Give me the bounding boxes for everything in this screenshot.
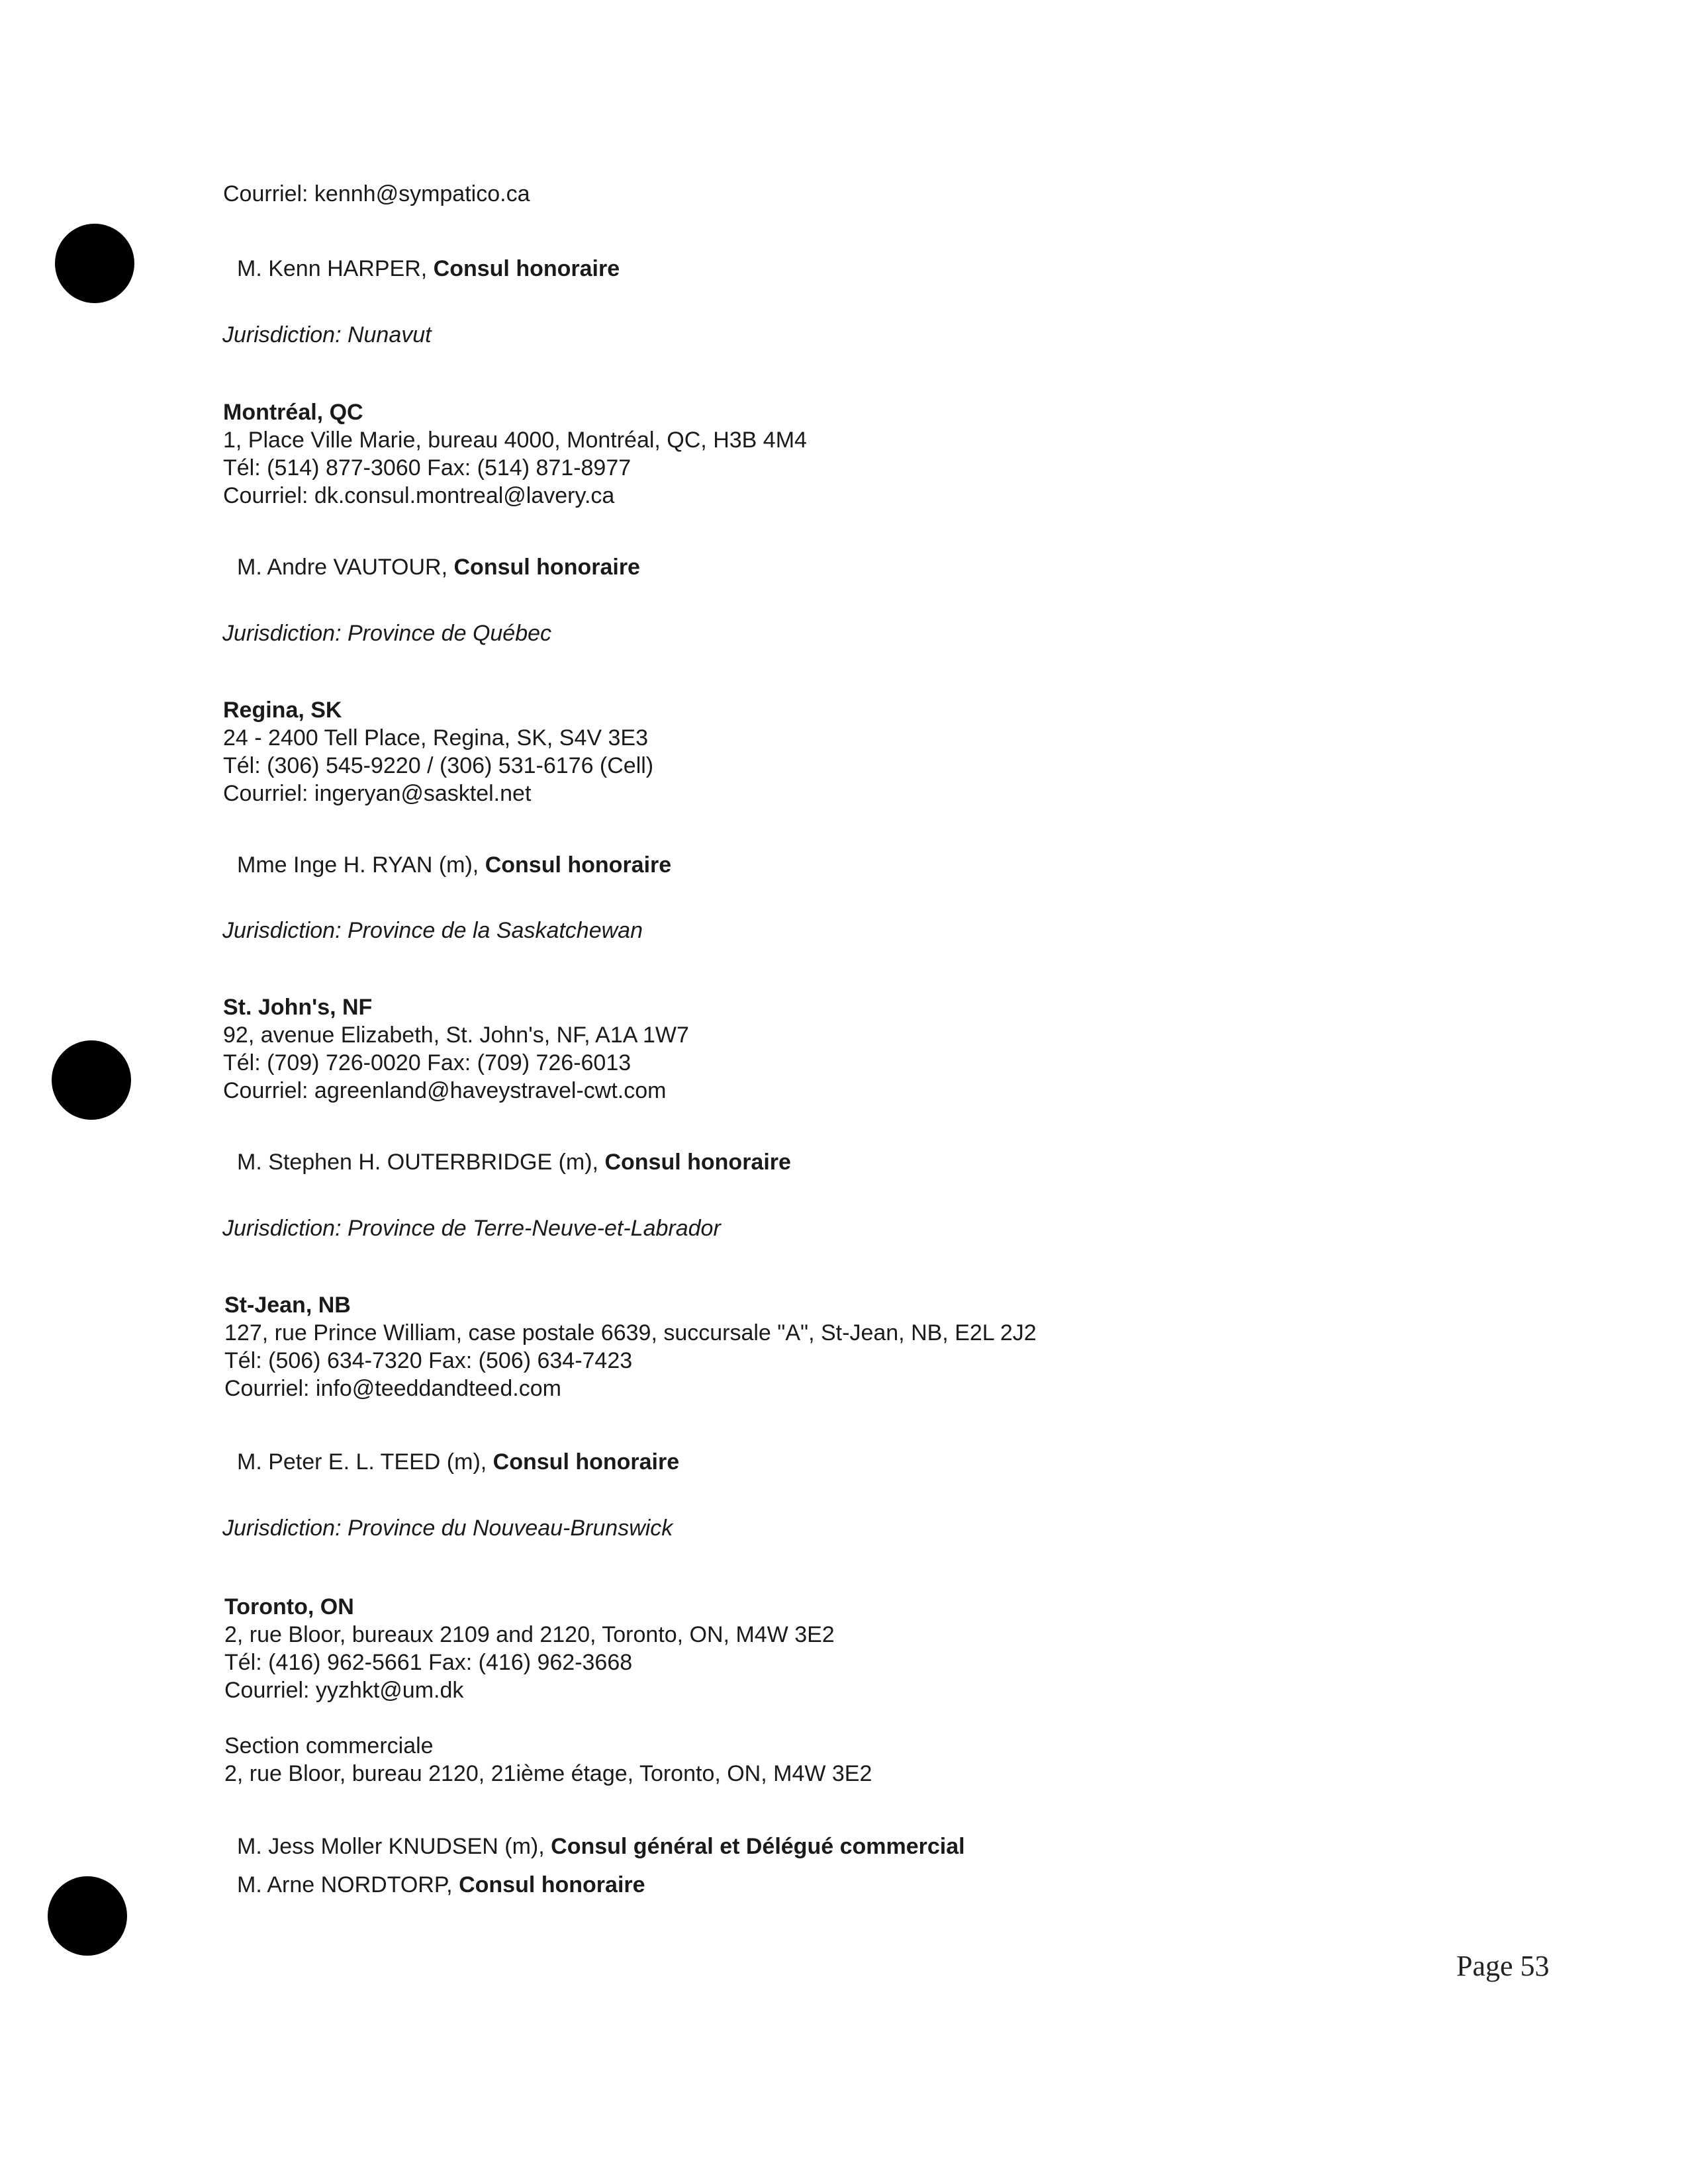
officer-name: M. Jess Moller KNUDSEN (m), — [237, 1834, 551, 1859]
address-line: 1, Place Ville Marie, bureau 4000, Montréal, QC, H3B 4M4 — [223, 428, 807, 453]
city-heading: St-Jean, NB — [224, 1293, 351, 1318]
punch-hole — [55, 224, 134, 303]
jurisdiction-line: Jurisdiction: Province de Québec — [222, 621, 552, 646]
email-line: Courriel: dk.consul.montreal@lavery.ca — [223, 483, 615, 508]
email-line: Courriel: info@teeddandteed.com — [224, 1376, 561, 1401]
officer-title: Consul honoraire — [492, 1449, 680, 1475]
phone-line: Tél: (306) 545-9220 / (306) 531-6176 (Cell) — [223, 753, 654, 778]
city-heading: Montréal, QC — [223, 400, 363, 425]
jurisdiction-line: Jurisdiction: Province de la Saskatchewan — [222, 918, 643, 943]
officer-name: M. Andre VAUTOUR, — [237, 555, 454, 580]
phone-line: Tél: (506) 634-7320 Fax: (506) 634-7423 — [224, 1348, 633, 1373]
officer-title: Consul honoraire — [485, 852, 672, 878]
address-line: 92, avenue Elizabeth, St. John's, NF, A1A 1W7 — [223, 1023, 689, 1048]
officer-line — [237, 1148, 791, 1176]
phone-line: Tél: (514) 877-3060 Fax: (514) 871-8977 — [223, 455, 632, 480]
officer-line — [237, 553, 640, 581]
officer-title: Consul général et Délégué commercial — [551, 1834, 965, 1859]
officer-title: Consul honoraire — [459, 1872, 645, 1897]
officer-name: M. Stephen H. OUTERBRIDGE (m), — [237, 1150, 605, 1175]
address-line: 2, rue Bloor, bureaux 2109 and 2120, Toronto, ON, M4W 3E2 — [224, 1622, 835, 1647]
section-title: Section commerciale — [224, 1733, 434, 1758]
jurisdiction-line: Jurisdiction: Province de Terre-Neuve-et-Labrador — [222, 1216, 721, 1241]
officer-line — [237, 1448, 679, 1476]
email-line: Courriel: ingeryan@sasktel.net — [223, 781, 532, 806]
jurisdiction-line: Jurisdiction: Nunavut — [222, 322, 432, 347]
phone-line: Tél: (709) 726-0020 Fax: (709) 726-6013 — [223, 1050, 632, 1075]
officer-title: Consul honoraire — [433, 256, 620, 281]
phone-line: Tél: (416) 962-5661 Fax: (416) 962-3668 — [224, 1650, 633, 1675]
officer-title: Consul honoraire — [453, 555, 640, 580]
email-line: Courriel: kennh@sympatico.ca — [223, 181, 530, 206]
officer-line — [237, 1871, 645, 1899]
city-heading: Regina, SK — [223, 698, 342, 723]
punch-hole — [48, 1876, 127, 1956]
officer-name: M. Kenn HARPER, — [237, 256, 434, 281]
punch-hole — [52, 1040, 131, 1120]
section-address: 2, rue Bloor, bureau 2120, 21ième étage, Toronto, ON, M4W 3E2 — [224, 1761, 872, 1786]
officer-line — [237, 851, 671, 879]
address-line: 24 - 2400 Tell Place, Regina, SK, S4V 3E3 — [223, 725, 648, 751]
address-line: 127, rue Prince William, case postale 6639, succursale "A", St-Jean, NB, E2L 2J2 — [224, 1320, 1037, 1345]
jurisdiction-line: Jurisdiction: Province du Nouveau-Brunswick — [222, 1516, 673, 1541]
officer-title: Consul honoraire — [604, 1150, 791, 1175]
city-heading: Toronto, ON — [224, 1594, 354, 1619]
officer-name: Mme Inge H. RYAN (m), — [237, 852, 485, 878]
city-heading: St. John's, NF — [223, 995, 373, 1020]
email-line: Courriel: agreenland@haveystravel-cwt.com — [223, 1078, 667, 1103]
officer-name: M. Arne NORDTORP, — [237, 1872, 459, 1897]
email-line: Courriel: yyzhkt@um.dk — [224, 1678, 464, 1703]
page-number: Page 53 — [1456, 1950, 1550, 1982]
officer-line — [237, 255, 620, 283]
officer-name: M. Peter E. L. TEED (m), — [237, 1449, 493, 1475]
officer-line — [237, 1833, 965, 1860]
